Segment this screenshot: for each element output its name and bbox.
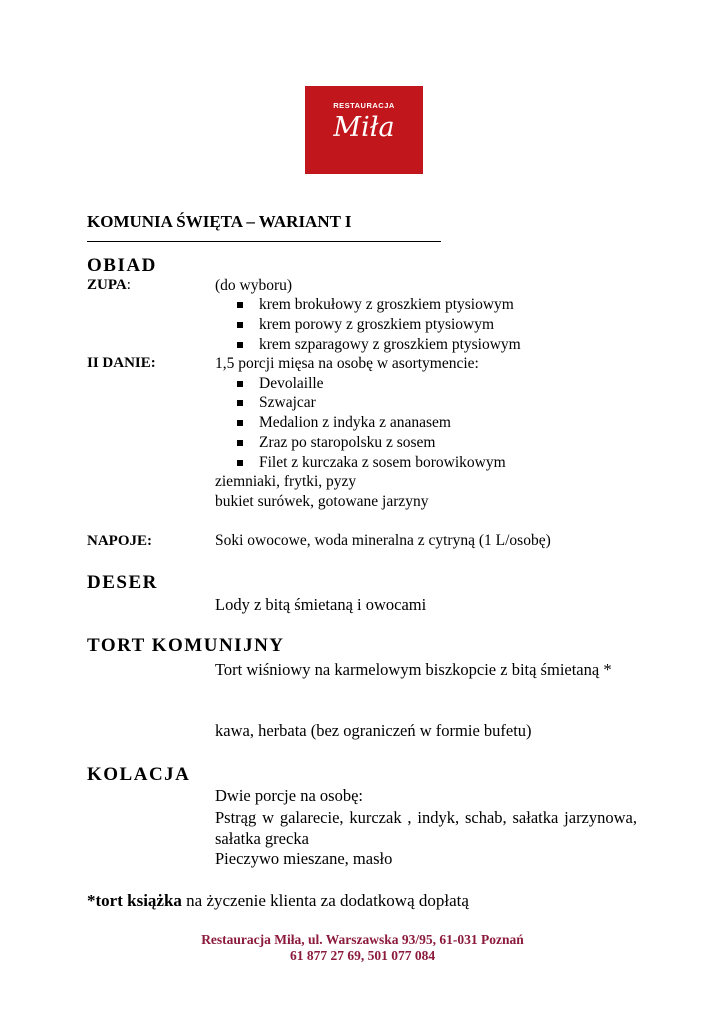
restaurant-logo [305,86,423,174]
zupa-intro: (do wyboru) [215,277,293,294]
tort-text: Tort wiśniowy na karmelowym biszkopcie z bitą śmietaną * [215,660,612,679]
zupa-label: ZUPA: [87,277,131,293]
list-item: Szwajcar [259,394,316,412]
kolacja-dishes: Pstrąg w galarecie, kurczak , indyk, schab, sałatka jarzynowa, sałatka grecka [215,808,637,848]
section-heading-tort: TORT KOMUNIJNY [87,635,285,656]
list-item: krem brokułowy z groszkiem ptysiowym [259,296,514,314]
tort-drinks: kawa, herbata (bez ograniczeń w formie bufetu) [215,721,532,740]
bullet-icon [237,440,243,446]
bullet-icon [237,460,243,466]
danie-label: II DANIE: [87,355,156,371]
footer-address: Restauracja Miła, ul. Warszawska 93/95, 61-031 Poznań [201,932,524,947]
kolacja-bread: Pieczywo mieszane, masło [215,849,393,868]
list-item: Medalion z indyka z ananasem [259,414,451,432]
bullet-icon [237,420,243,426]
section-heading-kolacja: KOLACJA [87,764,191,785]
page-title: KOMUNIA ŚWIĘTA – WARIANT I [87,212,352,231]
kolacja-intro: Dwie porcje na osobę: [215,786,363,805]
logo-name: Miła [333,112,395,143]
bullet-icon [237,342,243,348]
list-item: Filet z kurczaka z sosem borowikowym [259,454,506,472]
logo-small-text: RESTAURACJA [333,101,395,110]
bullet-icon [237,381,243,387]
section-heading-obiad: OBIAD [87,255,157,276]
footnote: *tort książka na życzenie klienta za dodatkową dopłatą [87,891,469,910]
bullet-icon [237,322,243,328]
title-underline [87,241,441,242]
sides-line: ziemniaki, frytki, pyzy [215,473,357,490]
list-item: krem szparagowy z groszkiem ptysiowym [259,336,521,354]
list-item: Devolaille [259,375,324,393]
napoje-label: NAPOJE: [87,533,152,549]
footer-phones: 61 877 27 69, 501 077 084 [289,948,436,963]
list-item: Zraz po staropolsku z sosem [259,434,436,452]
sides-line: bukiet surówek, gotowane jarzyny [215,493,429,510]
list-item: krem porowy z groszkiem ptysiowym [259,316,494,334]
danie-intro: 1,5 porcji mięsa na osobę w asortymencie: [215,355,479,372]
section-heading-deser: DESER [87,572,158,593]
napoje-text: Soki owocowe, woda mineralna z cytryną (1 L/osobę) [215,532,551,549]
bullet-icon [237,302,243,308]
deser-text: Lody z bitą śmietaną i owocami [215,595,427,614]
bullet-icon [237,400,243,406]
